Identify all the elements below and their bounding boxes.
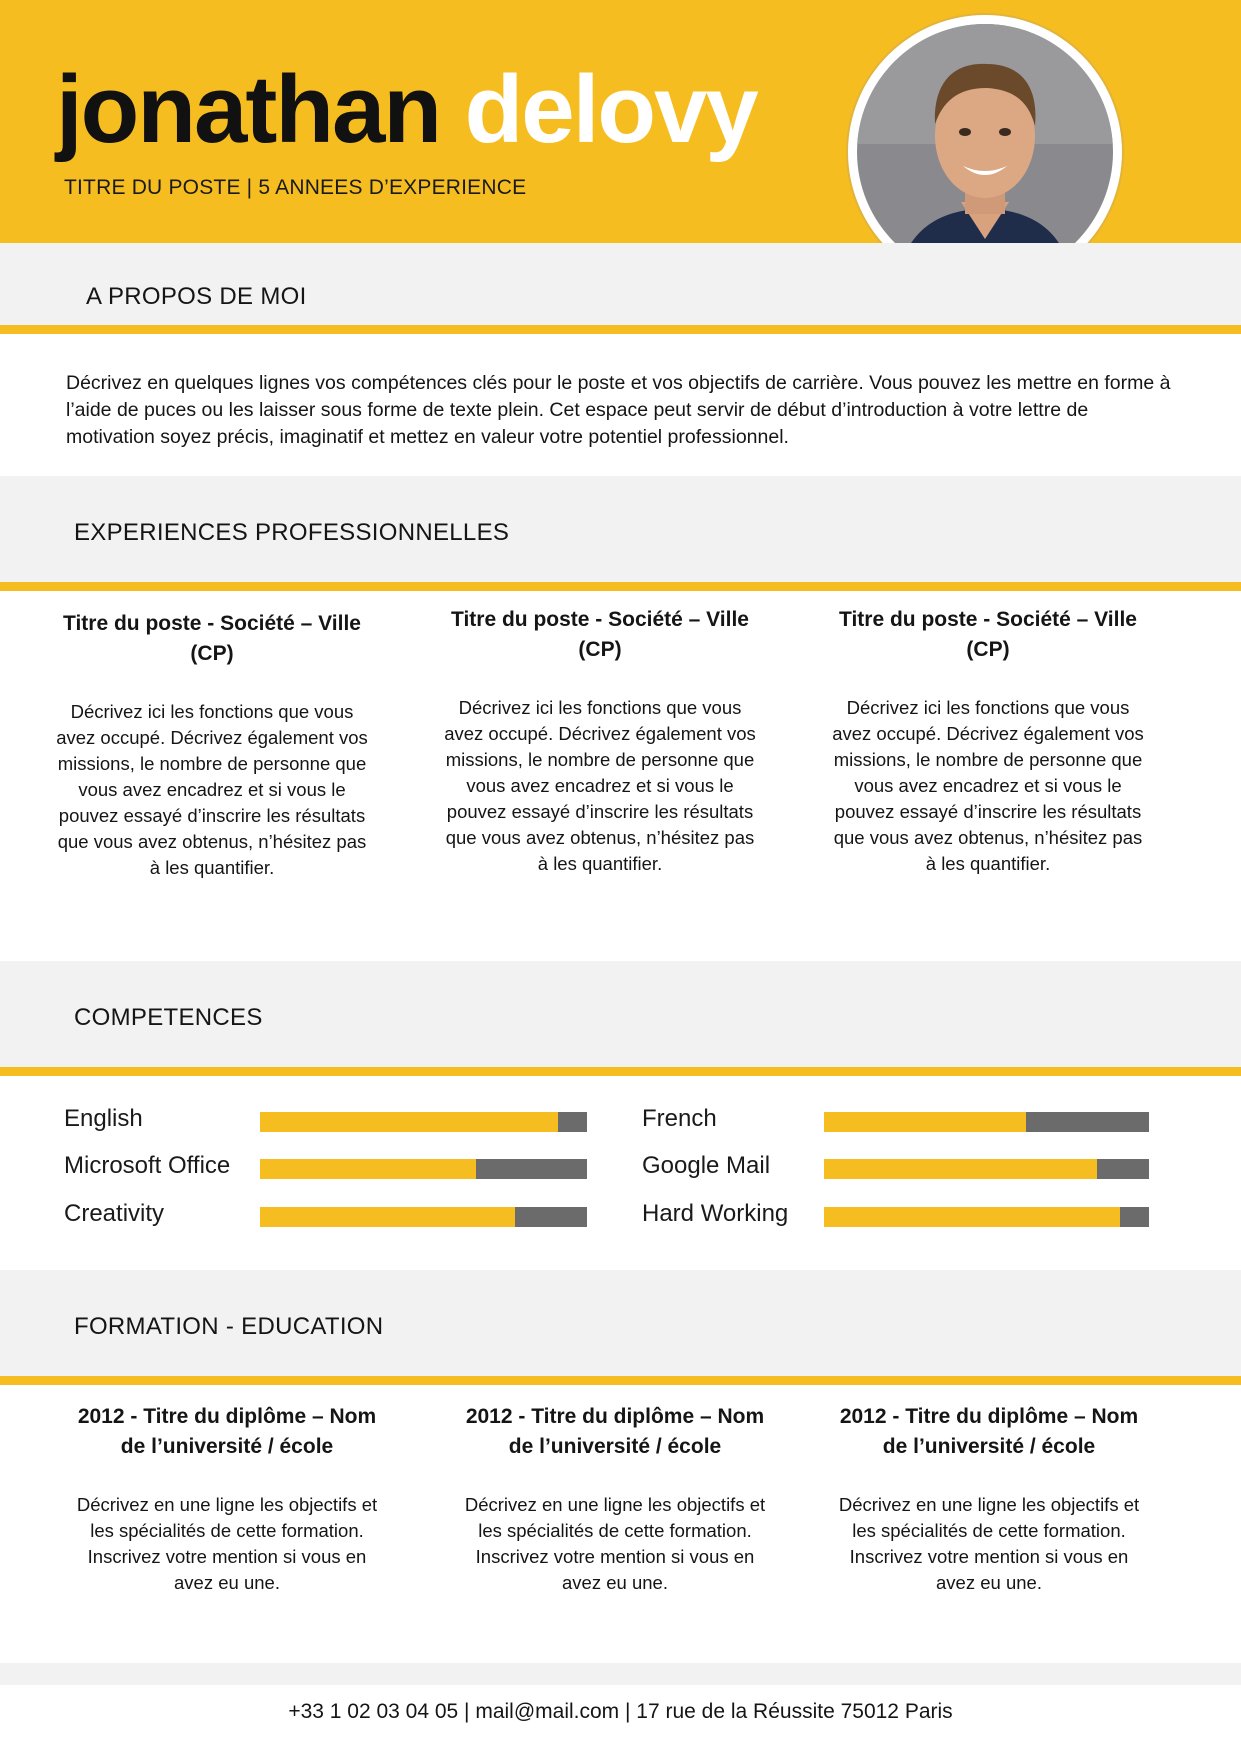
skill-label: Microsoft Office xyxy=(64,1152,231,1179)
portrait-image xyxy=(857,24,1113,280)
skills-rule xyxy=(0,1067,1241,1076)
education-title: 2012 - Titre du diplôme – Nom de l’université / école xyxy=(77,1405,377,1458)
experiences-title: EXPERIENCES PROFESSIONNELLES xyxy=(74,519,510,546)
education-description: Décrivez en une ligne les objectifs et les spécialités de cette formation. Inscrivez votre mention si vous en avez eu une. xyxy=(464,1494,766,1593)
skill-bar-fill xyxy=(824,1112,1026,1132)
skill-label: Google Mail xyxy=(642,1152,771,1179)
about-text: Décrivez en quelques lignes vos compétences clés pour le poste et vos objectifs de carrière. Vous pouvez les mettre en forme à l’aide de puces ou les laisser sous forme de texte plein. Cet espace peut servir de début d’introduction à votre lettre de motivation soyez précis, imaginatif et mettez en valeur votre potentiel professionnel. xyxy=(66,372,1171,448)
experience-description: Décrivez ici les fonctions que vous avez occupé. Décrivez également vos missions, le nombre de personne que vous avez encadrez et si vous le pouvez essayé d’inscrire les résultats que vous avez obtenus, n’hésitez pas à les quantifier. xyxy=(56,701,368,878)
candidate-name xyxy=(56,56,757,163)
education-rule xyxy=(0,1376,1241,1385)
skill-label: Creativity xyxy=(64,1200,165,1227)
skill-bar xyxy=(260,1112,587,1132)
skill-bar-fill xyxy=(260,1112,558,1132)
experience-title: Titre du poste - Société – Ville (CP) xyxy=(839,608,1137,661)
skill-bar xyxy=(824,1112,1149,1132)
education-title: 2012 - Titre du diplôme – Nom de l’université / école xyxy=(839,1405,1139,1458)
skill-label: French xyxy=(642,1105,717,1132)
about-title: A PROPOS DE MOI xyxy=(86,283,307,310)
skill-bar xyxy=(824,1159,1149,1179)
skill-label: Hard Working xyxy=(642,1200,789,1227)
contact-footer: +33 1 02 03 04 05 | mail@mail.com | 17 rue de la Réussite 75012 Paris xyxy=(288,1700,953,1723)
job-subtitle: TITRE DU POSTE | 5 ANNEES D’EXPERIENCE xyxy=(64,176,527,199)
education-item xyxy=(455,1402,775,1596)
first-name: jonathan xyxy=(56,56,440,163)
experience-description: Décrivez ici les fonctions que vous avez occupé. Décrivez également vos missions, le nombre de personne que vous avez encadrez et si vous le pouvez essayé d’inscrire les résultats que vous avez obtenus, n’hésitez pas à les quantifier. xyxy=(444,697,756,874)
skill-bar-fill xyxy=(824,1159,1097,1179)
experience-description: Décrivez ici les fonctions que vous avez occupé. Décrivez également vos missions, le nombre de personne que vous avez encadrez et si vous le pouvez essayé d’inscrire les résultats que vous avez obtenus, n’hésitez pas à les quantifier. xyxy=(832,697,1144,874)
skill-bar-fill xyxy=(260,1207,515,1227)
skill-bar xyxy=(260,1207,587,1227)
experience-item xyxy=(828,605,1148,877)
education-description: Décrivez en une ligne les objectifs et les spécialités de cette formation. Inscrivez votre mention si vous en avez eu une. xyxy=(76,1494,378,1593)
experiences-rule xyxy=(0,582,1241,591)
last-name: delovy xyxy=(464,56,757,163)
skill-bar xyxy=(260,1159,587,1179)
about-rule xyxy=(0,325,1241,334)
skills-title: COMPETENCES xyxy=(74,1004,263,1031)
experience-item xyxy=(440,605,760,877)
experience-title: Titre du poste - Société – Ville (CP) xyxy=(63,612,361,665)
experience-title: Titre du poste - Société – Ville (CP) xyxy=(451,608,749,661)
education-item xyxy=(67,1402,387,1596)
skill-bar-fill xyxy=(260,1159,476,1179)
skill-bar-fill xyxy=(824,1207,1120,1227)
education-title: FORMATION - EDUCATION xyxy=(74,1313,384,1340)
education-title: 2012 - Titre du diplôme – Nom de l’université / école xyxy=(465,1405,765,1458)
skill-bar xyxy=(824,1207,1149,1227)
education-item xyxy=(829,1402,1149,1596)
education-description: Décrivez en une ligne les objectifs et les spécialités de cette formation. Inscrivez votre mention si vous en avez eu une. xyxy=(838,1494,1140,1593)
skill-label: English xyxy=(64,1105,143,1132)
experience-item xyxy=(52,609,372,881)
footer-band xyxy=(0,1663,1241,1685)
